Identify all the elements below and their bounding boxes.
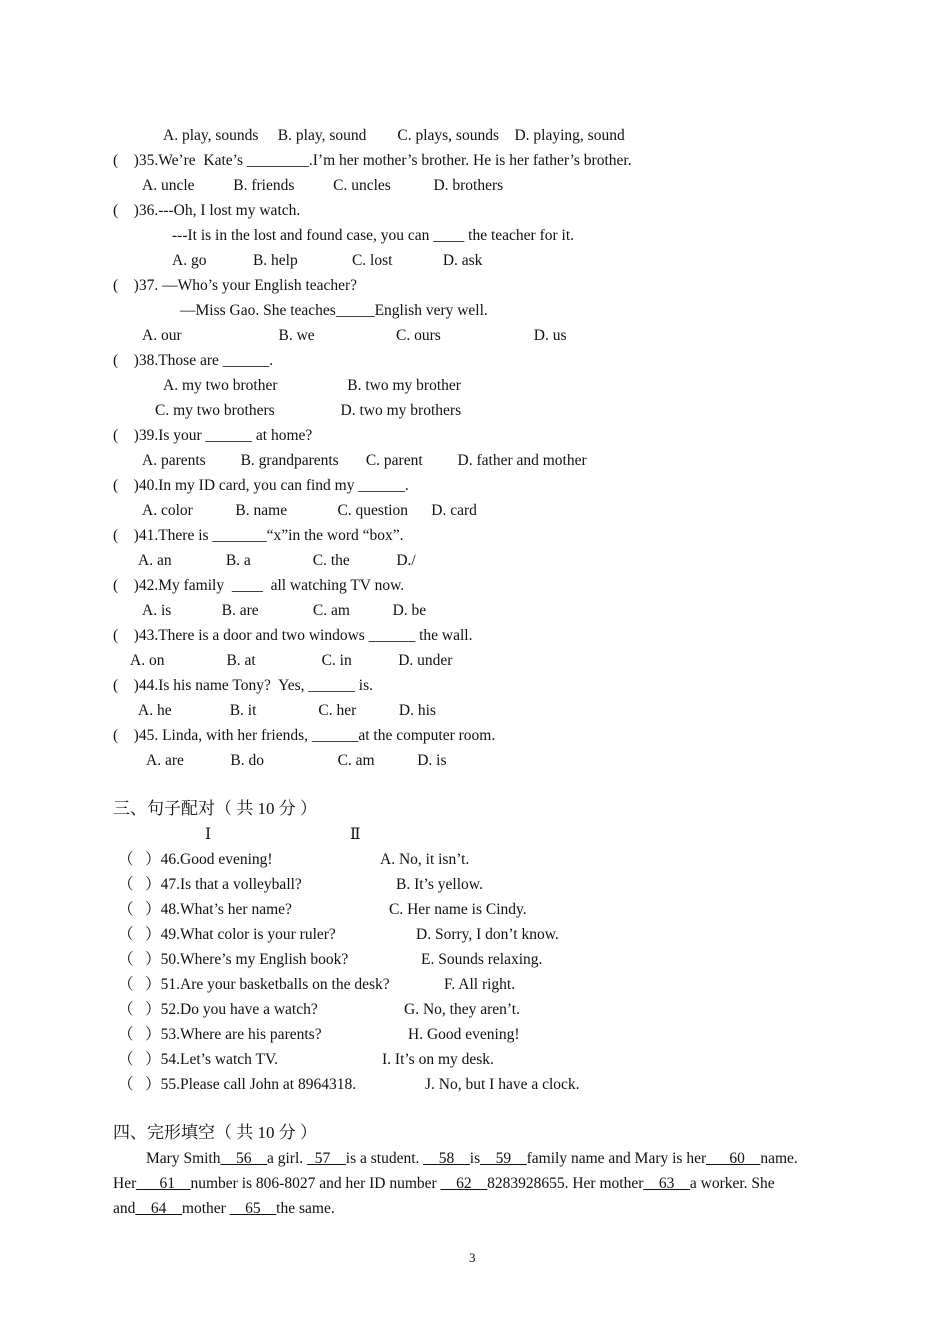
blank-62: __62__ (440, 1175, 488, 1192)
matching-column-1-header: Ⅰ (205, 826, 212, 843)
cloze-text: and (113, 1200, 136, 1217)
q37-stem: ( )37. —Who’s your English teacher? (113, 277, 358, 294)
blank-58: __58__ (423, 1150, 470, 1167)
cloze-text: mother (181, 1200, 230, 1217)
q41-options: A. an B. a C. the D./ (138, 552, 416, 569)
q45-options: A. are B. do C. am D. is (146, 752, 447, 769)
blank-56: __56__ (220, 1150, 267, 1167)
matching-question-47: （ ）47.Is that a volleyball? (118, 876, 302, 893)
q38-stem: ( )38.Those are ______. (113, 352, 274, 369)
cloze-paragraph-line-3 (113, 1199, 335, 1219)
cloze-text: family name and Mary is her (526, 1150, 707, 1167)
matching-answer-d: D. Sorry, I don’t know. (416, 926, 559, 943)
q34-options: A. play, sounds B. play, sound C. plays, sounds D. playing, sound (163, 127, 625, 144)
cloze-text: number is 806-8027 and her ID number (190, 1175, 441, 1192)
blank-64: __64__ (135, 1200, 182, 1217)
cloze-text: a worker. She (689, 1175, 775, 1192)
matching-question-52: （ ）52.Do you have a watch? (118, 1001, 318, 1018)
matching-question-51: （ ）51.Are your basketballs on the desk? (118, 976, 390, 993)
cloze-text: Her (113, 1175, 137, 1192)
q41-stem: ( )41.There is _______“x”in the word “box”. (113, 527, 404, 544)
q36-stem-reply: ---It is in the lost and found case, you can ____ the teacher for it. (172, 227, 575, 244)
cloze-text: a girl. (267, 1150, 308, 1167)
q40-stem: ( )40.In my ID card, you can find my ______. (113, 477, 409, 494)
matching-column-2-header: Ⅱ (350, 826, 361, 843)
q37-options: A. our B. we C. ours D. us (142, 327, 567, 344)
q39-stem: ( )39.Is your ______ at home? (113, 427, 313, 444)
cloze-text: Mary Smith (146, 1150, 221, 1167)
q37-stem-reply: —Miss Gao. She teaches_____English very well. (180, 302, 488, 319)
cloze-section-title: 四、完形填空（ 共 10 分 ） (113, 1123, 317, 1142)
q38-options-ab: A. my two brother B. two my brother (163, 377, 461, 394)
blank-57: _57__ (307, 1150, 346, 1167)
matching-question-46: （ ）46.Good evening! (118, 851, 273, 868)
matching-question-53: （ ）53.Where are his parents? (118, 1026, 322, 1043)
matching-answer-b: B. It’s yellow. (396, 876, 483, 893)
q43-stem: ( )43.There is a door and two windows ______ the wall. (113, 627, 473, 644)
matching-answer-a: A. No, it isn’t. (380, 851, 470, 868)
q45-stem: ( )45. Linda, with her friends, ______at the computer room. (113, 727, 496, 744)
q40-options: A. color B. name C. question D. card (142, 502, 477, 519)
blank-59: __59__ (480, 1150, 527, 1167)
matching-question-54: （ ）54.Let’s watch TV. (118, 1051, 279, 1068)
blank-65: __65__ (229, 1200, 277, 1217)
matching-answer-j: J. No, but I have a clock. (425, 1076, 580, 1093)
cloze-text: the same. (276, 1200, 335, 1217)
q38-options-cd: C. my two brothers D. two my brothers (155, 402, 462, 419)
matching-question-49: （ ）49.What color is your ruler? (118, 926, 336, 943)
matching-answer-c: C. Her name is Cindy. (389, 901, 527, 918)
matching-answer-e: E. Sounds relaxing. (421, 951, 543, 968)
q42-options: A. is B. are C. am D. be (142, 602, 427, 619)
q43-options: A. on B. at C. in D. under (130, 652, 453, 669)
q39-options: A. parents B. grandparents C. parent D. father and mother (142, 452, 587, 469)
q36-stem: ( )36.---Oh, I lost my watch. (113, 202, 301, 219)
page-number: 3 (469, 1250, 476, 1265)
cloze-text: name. (760, 1150, 798, 1167)
q44-stem: ( )44.Is his name Tony? Yes, ______ is. (113, 677, 373, 694)
cloze-paragraph-line-2 (113, 1174, 775, 1194)
cloze-text: is a student. (345, 1150, 424, 1167)
q35-options: A. uncle B. friends C. uncles D. brothers (142, 177, 504, 194)
matching-section-title: 三、句子配对（ 共 10 分 ） (113, 799, 317, 818)
blank-60: ___60__ (706, 1150, 761, 1167)
blank-61: ___61__ (136, 1175, 191, 1192)
matching-question-55: （ ）55.Please call John at 8964318. (118, 1076, 357, 1093)
matching-answer-g: G. No, they aren’t. (404, 1001, 520, 1018)
cloze-text: is (469, 1150, 481, 1167)
matching-question-48: （ ）48.What’s her name? (118, 901, 292, 918)
matching-question-50: （ ）50.Where’s my English book? (118, 951, 349, 968)
cloze-text: 8283928655. Her mother (487, 1175, 644, 1192)
q35-stem: ( )35.We’re Kate’s ________.I’m her mother’s brother. He is her father’s brother. (113, 152, 632, 169)
q44-options: A. he B. it C. her D. his (138, 702, 436, 719)
q36-options: A. go B. help C. lost D. ask (172, 252, 483, 269)
matching-answer-f: F. All right. (444, 976, 516, 993)
cloze-paragraph-line-1 (146, 1149, 798, 1169)
blank-63: __63__ (643, 1175, 690, 1192)
matching-answer-h: H. Good evening! (408, 1026, 520, 1043)
matching-answer-i: I. It’s on my desk. (382, 1051, 494, 1068)
q42-stem: ( )42.My family ____ all watching TV now. (113, 577, 405, 594)
